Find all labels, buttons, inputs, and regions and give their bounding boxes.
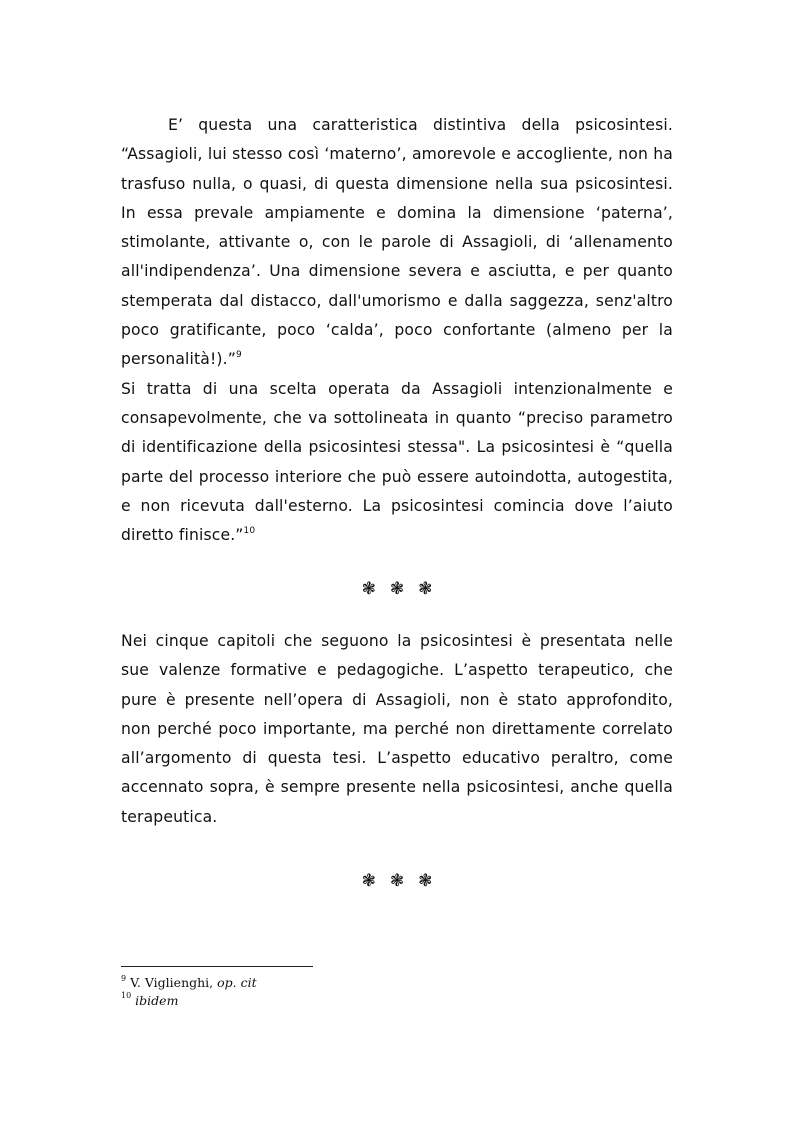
flower-ornament-icon: ❃: [389, 871, 405, 891]
footnote-number: 9: [121, 973, 127, 983]
paragraph-2-text: Si tratta di una scelta operata da Assagioli intenzionalmente e consapevolmente, che va sottolineata in quanto “preciso parametro di identificazione della psicosintesi stessa". La psicosintesi è “quella parte del processo interiore che può essere autoindotta, autogestita, e non ricevuta dall'esterno. La psicosintesi comincia dove l’aiuto diretto finisce.”: [121, 379, 673, 545]
footnote-10: [121, 992, 673, 1010]
footnote-ref-9[interactable]: 9: [235, 350, 242, 361]
paragraph-1-text: E’ questa una caratteristica distintiva della psicosintesi. “Assagioli, lui stesso così ‘materno’, amorevole e accogliente, non ha trasfuso nulla, o quasi, di questa dimensione nella sua psicosintesi. In essa prevale ampiamente e domina la dimensione ‘paterna’, stimolante, attivante o, con le parole di Assagioli, di ‘allenamento all'indipendenza’. Una dimensione severa e asciutta, e per quanto stemperata dal distacco, dall'umorismo e dalla saggezza, senz'altro poco gratificante, poco ‘calda’, poco confortante (almeno per la personalità!).”: [121, 116, 673, 369]
flower-ornament-icon: ❃: [418, 871, 433, 891]
paragraph-1: [121, 111, 673, 375]
footnote-text: V. Viglienghi,: [130, 975, 218, 990]
footnote-9: [121, 974, 673, 992]
section-separator: [121, 871, 673, 891]
flower-ornament-icon: ❃: [389, 579, 405, 599]
footnote-citation: op. cit: [217, 975, 257, 990]
flower-ornament-icon: ❃: [361, 871, 376, 891]
paragraph-2: [121, 375, 673, 551]
paragraph-3: Nei cinque capitoli che seguono la psicosintesi è presentata nelle sue valenze formative e pedagogiche. L’aspetto terapeutico, che pure è presente nell’opera di Assagioli, non è stato approfondito, non perché poco importante, ma perché non direttamente correlato all’argomento di questa tesi. L’aspetto educativo peraltro, come accennato sopra, è sempre presente nella psicosintesi, anche quella terapeutica.: [121, 632, 673, 826]
footnote-citation: ibidem: [135, 992, 179, 1008]
section-separator: [121, 579, 673, 599]
page-body: [121, 111, 673, 891]
footnote-ref-10[interactable]: 10: [243, 525, 256, 536]
footnote-divider: [121, 966, 313, 967]
footnotes: [121, 974, 673, 1009]
footnote-number: 10: [121, 991, 132, 1001]
flower-ornament-icon: ❃: [361, 579, 376, 599]
flower-ornament-icon: ❃: [418, 579, 433, 599]
